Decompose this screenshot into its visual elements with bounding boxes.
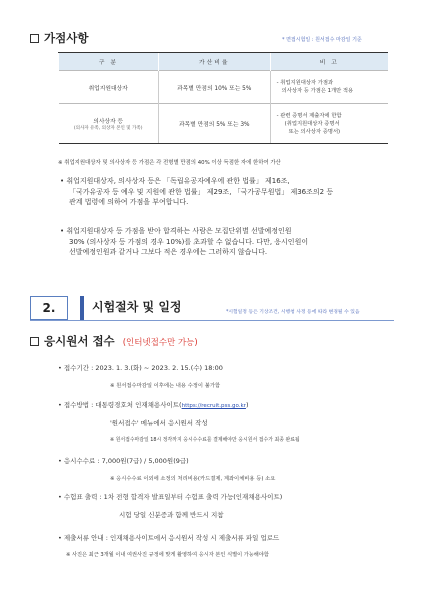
checkbox-square-icon: [30, 34, 39, 43]
table-cell: - 관련 증명서 제출자에 한함 (취업지원대상자 증명서 또는 의사상자 증명서): [270, 104, 388, 144]
list-item-admission-ticket: • 수험표 출력 : 1차 전형 합격자 발표일부터 수험표 출력 가능(인재채용사이트): [58, 493, 283, 501]
paragraph-bonus-limit: • 취업지원대상자 등 가점을 받아 합격하는 사람은 모집단위별 선발예정인원 30% (의사상자 등 가점의 경우 10%)를 초과할 수 없습니다. 다만, 응시인원이 선발예정인원과 같거나 그보다 적은 경우에는 그러하지 않습니다.: [60, 227, 309, 256]
note-documents: ※ 사진은 최근 3개월 이내 여권사진 규정에 맞게 촬영하여 응시자 본인 식별이 가능해야함: [66, 552, 269, 558]
note-method-menu: '원서접수' 메뉴에서 응시원서 작성: [110, 419, 208, 427]
bonus-table: [58, 52, 388, 144]
table-cell: 취업지원대상자: [59, 71, 159, 104]
list-item-period: • 접수기간 : 2023. 1. 3.(화) ~ 2023. 2. 15.(수) 18:00: [58, 364, 223, 372]
table-cell: - 취업지원대상자 가점과 의사상자 등 가점은 1개만 적용: [270, 71, 388, 104]
table-header: 가산비율: [158, 53, 270, 71]
table-header: 비 고: [270, 53, 388, 71]
list-item-documents: • 제출서류 안내 : 인재채용사이트에서 응시원서 작성 시 제출서류 파일 업로드: [58, 534, 280, 542]
bonus-note: * 면접시험일 : 원서접수 마감일 기준: [282, 37, 362, 43]
section-divider: [30, 320, 394, 321]
table-row: [59, 104, 389, 144]
paragraph-bonus-law: • 취업지원대상자, 의사상자 등은 「독립유공자예우에 관한 법률」 제16조, 「국가유공자 등 예우 및 지원에 관한 법률」 제29조, 「국가공무원법」 제36조의2 등 관계 법령에 의하여 가점을 부여합니다.: [60, 177, 334, 206]
table-cell: 과목별 만점의 10% 또는 5%: [158, 71, 270, 104]
note-period: ※ 원서접수마감일 이후에는 내용 수정이 불가함: [110, 383, 221, 389]
section-title-bonus: 가점사항: [30, 30, 88, 46]
table-cell: 과목별 만점의 5% 또는 3%: [158, 104, 270, 144]
application-title: 응시원서 접수 (인터넷접수만 가능): [30, 333, 198, 349]
table-header: 구 분: [59, 53, 159, 71]
schedule-note: *시험일정 등은 기상조건, 시행청 사정 등에 따라 변경될 수 있음: [226, 310, 360, 315]
table-cell: 의사상자 등 (의사자 유족, 의상자 본인 및 가족): [59, 104, 159, 144]
application-subtitle: (인터넷접수만 가능): [122, 338, 198, 348]
table-header-row: [59, 53, 389, 71]
table-row: [59, 71, 389, 104]
section-number: 2.: [30, 296, 68, 320]
note-fee: ※ 응시수수료 이외에 소정의 처리비용(카드결제, 계좌이체비용 등) 소요: [110, 476, 276, 482]
table-footnote: ※ 취업지원대상자 및 의사상자 등 가점은 각 전형별 만점의 40% 이상 득점한 자에 한하여 가산: [58, 160, 281, 166]
list-item-method: • 접수방법 : 대통령경호처 인재채용사이트(https://recruit.pss.go.kr): [58, 401, 249, 409]
recruit-site-link[interactable]: https://recruit.pss.go.kr: [181, 403, 246, 409]
checkbox-square-icon: [30, 337, 39, 346]
note-method-fee: ※ 원서접수마감일 18시 정각까지 응시수수료를 결제해야만 응시원서 접수가 최종 완료됨: [110, 437, 300, 443]
list-item-fee: • 응시수수료 : 7,000원(7급) / 5,000원(9급): [58, 457, 189, 465]
note-admission-ticket: 시험 당일 신분증과 함께 반드시 지참: [119, 511, 224, 519]
section-title-schedule: 시험절차 및 일정: [80, 296, 210, 320]
